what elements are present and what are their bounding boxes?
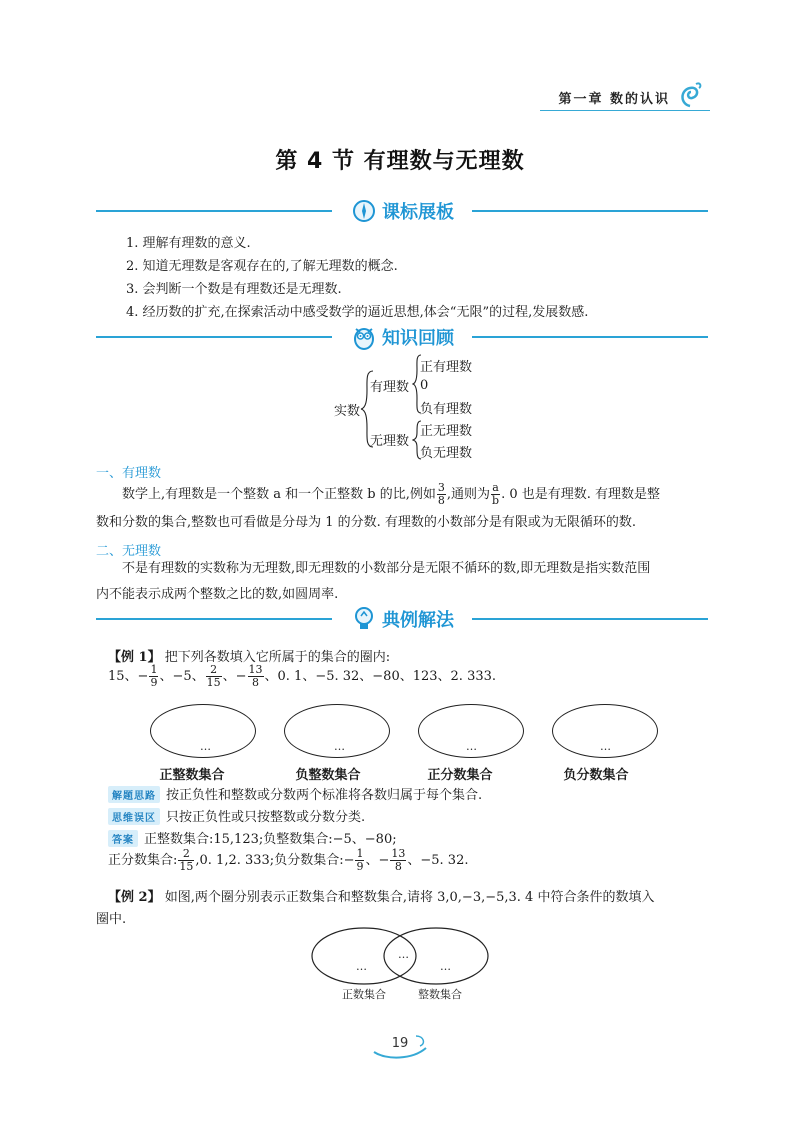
set-dots: … <box>334 740 345 753</box>
set-label: 正整数集合 <box>159 768 225 783</box>
example1-label: 【例 1】 <box>108 650 161 665</box>
banner-examples-label: 典例解法 <box>382 610 454 631</box>
tree-root: 实数 <box>334 404 361 419</box>
fraction: $\frac{13}{8}$ <box>248 663 263 689</box>
tree-negative-rational: 负有理数 <box>420 402 473 417</box>
example2-line-1: 【例 2】 如图,两个圈分别表示正数集合和整数集合,请将 3,0,−3,−5,3. 4 中符合条件的数填入 <box>108 890 655 905</box>
compass-icon <box>352 199 376 223</box>
fraction: $\frac{13}{8}$ <box>391 847 406 873</box>
example1-answer: 答案 正整数集合:15,123;负整数集合:−5、−80; <box>108 828 397 847</box>
goal-item: 3. 会判断一个数是有理数还是无理数. <box>126 282 342 297</box>
rational-heading: 一、有理数 <box>96 466 162 481</box>
example2-label: 【例 2】 <box>108 890 161 905</box>
answer-tag: 答案 <box>108 830 138 847</box>
venn-label-integer: 整数集合 <box>418 988 462 1001</box>
goal-item: 1. 理解有理数的意义. <box>126 236 251 251</box>
banner-rule-right <box>472 336 708 338</box>
example1-prompt: 【例 1】 把下列各数填入它所属于的集合的圈内: <box>108 650 391 665</box>
set-dots: … <box>600 740 611 753</box>
banner-examples <box>96 604 708 634</box>
rational-text-b: ,通则为 <box>446 487 491 502</box>
fraction: $\frac{2}{15}$ <box>206 663 221 689</box>
rational-line-2: 数和分数的集合,整数也可看做是分母为 1 的分数. 有理数的小数部分是有限或为无限循环的数. <box>96 515 637 530</box>
set-dots: … <box>200 740 211 753</box>
banner-rule-right <box>472 210 708 212</box>
lightbulb-icon <box>352 606 376 632</box>
banner-standards <box>96 196 708 226</box>
header-rule <box>540 110 710 111</box>
goal-item: 2. 知道无理数是客观存在的,了解无理数的概念. <box>126 259 398 274</box>
mistake-tag: 思维误区 <box>108 808 160 825</box>
goal-item: 4. 经历数的扩充,在探索活动中感受数学的逼近思想,体会“无限”的过程,发展数感. <box>126 305 589 320</box>
chapter-header <box>558 88 704 107</box>
irrational-heading: 二、无理数 <box>96 544 162 559</box>
approach-tag: 解题思路 <box>108 786 160 803</box>
set-label: 负整数集合 <box>295 768 361 783</box>
example2-line-2: 圈中. <box>96 912 127 927</box>
example1-numbers: 15、− $\frac{1}{9}$ 、−5、 $\frac{2}{15}$ 、− $\frac{13}{8}$ 、0. 1、−5. 32、−80、123、2. 333. <box>108 663 497 689</box>
fraction: $\frac{3}{8}$ <box>437 481 445 507</box>
swirl-decoration-icon <box>676 78 704 110</box>
fraction: $\frac{1}{9}$ <box>150 663 158 689</box>
number-classification-tree <box>330 352 510 460</box>
banner-rule-right <box>472 618 708 620</box>
tree-positive-rational: 正有理数 <box>420 360 473 375</box>
page-number: 19 <box>370 1036 430 1051</box>
banner-rule-left <box>96 336 332 338</box>
venn-dots: … <box>356 960 367 973</box>
example1-approach: 解题思路 按正负性和整数或分数两个标准将各数归属于每个集合. <box>108 784 482 803</box>
rational-text-c: . 0 也是有理数. 有理数是整 <box>501 487 660 502</box>
set-label: 负分数集合 <box>563 768 629 783</box>
banner-standards-label: 课标展板 <box>382 202 454 223</box>
tree-irrational: 无理数 <box>370 434 410 449</box>
page-title: 第 4 节 有理数与无理数 <box>275 149 525 174</box>
tree-negative-irrational: 负无理数 <box>420 446 473 461</box>
tree-zero: 0 <box>420 378 429 393</box>
tree-positive-irrational: 正无理数 <box>420 424 473 439</box>
banner-review <box>96 322 708 352</box>
venn-label-positive: 正数集合 <box>342 988 386 1001</box>
fraction: $\frac{2}{15}$ <box>179 847 194 873</box>
fraction: $\frac{a}{b}$ <box>492 481 500 507</box>
irrational-line-2: 内不能表示成两个整数之比的数,如圆周率. <box>96 587 339 602</box>
venn-dots: … <box>440 960 451 973</box>
set-label: 正分数集合 <box>427 768 493 783</box>
example1-answer-2: 正分数集合: $\frac{2}{15}$ ,0. 1,2. 333;负分数集合:− $\frac{1}{9}$ 、− $\frac{13}{8}$ 、−5. 32. <box>108 847 469 873</box>
example1-mistake: 思维误区 只按正负性或只按整数或分数分类. <box>108 806 365 825</box>
irrational-line-1: 不是有理数的实数称为无理数,即无理数的小数部分是无限不循环的数,即无理数是指实数范围 <box>122 561 651 576</box>
rational-text-a: 数学上,有理数是一个整数 a 和一个正整数 b 的比,例如 <box>122 487 436 502</box>
banner-rule-left <box>96 210 332 212</box>
rational-paragraph <box>96 482 708 536</box>
chapter-title: 第一章 数的认识 <box>558 92 670 107</box>
set-dots: … <box>466 740 477 753</box>
irrational-paragraph <box>96 556 708 608</box>
tree-rational: 有理数 <box>370 380 410 395</box>
banner-rule-left <box>96 618 332 620</box>
goals-list <box>126 232 588 324</box>
owl-icon <box>352 324 376 350</box>
banner-review-label: 知识回顾 <box>382 328 454 349</box>
venn-dots: … <box>398 948 409 961</box>
fraction: $\frac{1}{9}$ <box>356 847 364 873</box>
